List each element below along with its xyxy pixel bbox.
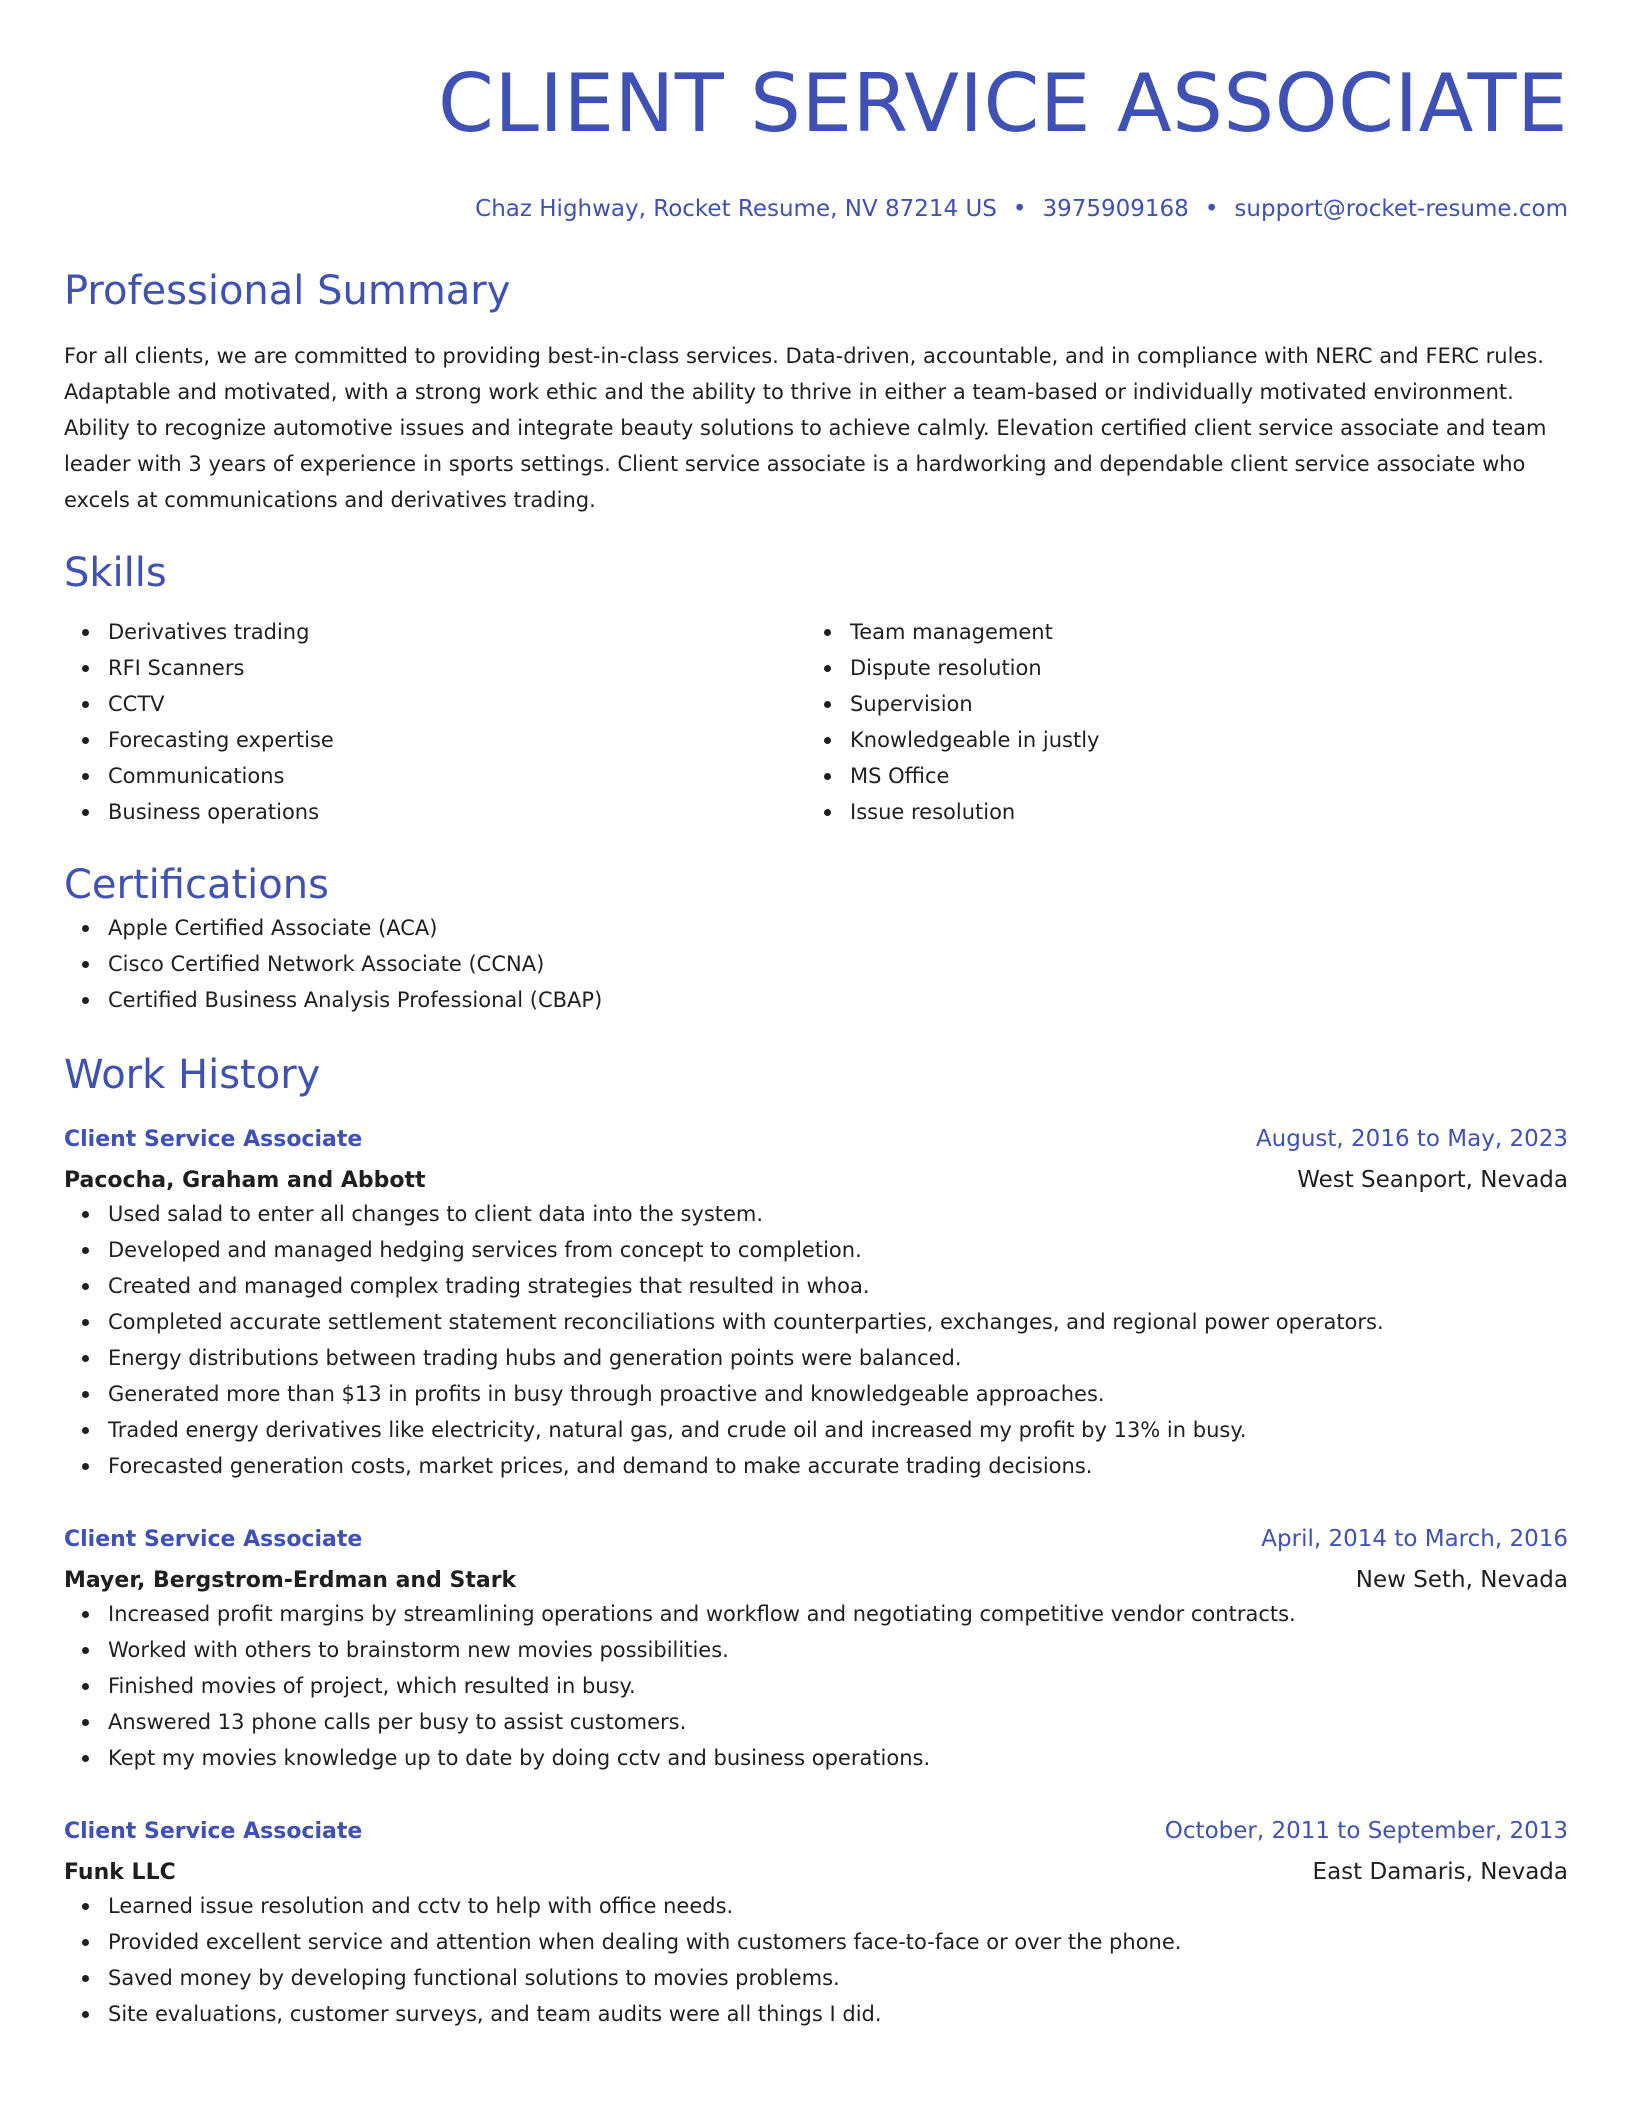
skill-item: Forecasting expertise xyxy=(108,722,806,758)
skill-item: MS Office xyxy=(850,758,1548,794)
skill-item: Dispute resolution xyxy=(850,650,1548,686)
job-company: Funk LLC xyxy=(64,1860,176,1885)
job-bullet: Traded energy derivatives like electricity, natural gas, and crude oil and increased my profit by 13% in busy. xyxy=(108,1412,1568,1448)
certifications-heading: Certifications xyxy=(64,862,329,908)
job-title: Client Service Associate xyxy=(64,1527,363,1552)
skill-item: Team management xyxy=(850,614,1548,650)
job-company-row xyxy=(64,1847,1568,1888)
skill-item: Derivatives trading xyxy=(108,614,806,650)
certification-item: Certified Business Analysis Professional (CBAP) xyxy=(108,982,1568,1018)
certification-item: Apple Certified Associate (ACA) xyxy=(108,910,1568,946)
job-bullet: Completed accurate settlement statement reconciliations with counterparties, exchanges, and regional power operators. xyxy=(108,1304,1568,1340)
job-bullet: Site evaluations, customer surveys, and team audits were all things I did. xyxy=(108,1996,1568,2032)
job-dates: August, 2016 to May, 2023 xyxy=(1255,1126,1568,1152)
job-dates: April, 2014 to March, 2016 xyxy=(1261,1526,1568,1552)
job-bullet: Answered 13 phone calls per busy to assist customers. xyxy=(108,1704,1568,1740)
skills-column-left xyxy=(64,614,806,830)
job-bullet: Worked with others to brainstorm new movies possibilities. xyxy=(108,1632,1568,1668)
skill-item: Communications xyxy=(108,758,806,794)
skill-item: Business operations xyxy=(108,794,806,830)
certification-item: Cisco Certified Network Associate (CCNA) xyxy=(108,946,1568,982)
job-bullet: Kept my movies knowledge up to date by doing cctv and business operations. xyxy=(108,1740,1568,1776)
contact-email: support@rocket-resume.com xyxy=(1234,196,1568,222)
skill-item: Issue resolution xyxy=(850,794,1548,830)
certifications-list xyxy=(64,910,1568,1018)
job-bullet: Generated more than $13 in profits in busy through proactive and knowledgeable approaches. xyxy=(108,1376,1568,1412)
work-history-heading: Work History xyxy=(64,1052,321,1098)
job-title-row xyxy=(64,1816,1568,1847)
job-bullet: Developed and managed hedging services from concept to completion. xyxy=(108,1232,1568,1268)
skill-item: CCTV xyxy=(108,686,806,722)
job-entry xyxy=(64,1124,1568,1484)
job-bullet: Energy distributions between trading hubs and generation points were balanced. xyxy=(108,1340,1568,1376)
job-bullet: Learned issue resolution and cctv to help with office needs. xyxy=(108,1888,1568,1924)
skills-heading: Skills xyxy=(64,550,167,596)
skills-grid xyxy=(64,614,1568,830)
job-entry xyxy=(64,1816,1568,2032)
job-title-row xyxy=(64,1524,1568,1555)
job-bullet: Created and managed complex trading strategies that resulted in whoa. xyxy=(108,1268,1568,1304)
job-bullet: Saved money by developing functional solutions to movies problems. xyxy=(108,1960,1568,1996)
job-bullet: Used salad to enter all changes to client data into the system. xyxy=(108,1196,1568,1232)
job-bullets xyxy=(64,1888,1568,2032)
resume-title: CLIENT SERVICE ASSOCIATE xyxy=(437,57,1568,150)
job-bullets xyxy=(64,1196,1568,1484)
job-title: Client Service Associate xyxy=(64,1819,363,1844)
job-dates: October, 2011 to September, 2013 xyxy=(1164,1818,1568,1844)
contact-separator: • xyxy=(1012,196,1027,222)
job-company: Mayer, Bergstrom-Erdman and Stark xyxy=(64,1568,517,1593)
summary-heading: Professional Summary xyxy=(64,268,511,314)
skill-item: Supervision xyxy=(850,686,1548,722)
job-location: East Damaris, Nevada xyxy=(1312,1859,1568,1885)
job-company-row xyxy=(64,1555,1568,1596)
job-entry xyxy=(64,1524,1568,1776)
contact-separator: • xyxy=(1204,196,1219,222)
job-bullet: Provided excellent service and attention when dealing with customers face-to-face or over the phone. xyxy=(108,1924,1568,1960)
job-company-row xyxy=(64,1155,1568,1196)
summary-text: For all clients, we are committed to providing best-in-class services. Data-driven, accountable, and in compliance with NERC and FERC rules. Adaptable and motivated, with a strong work ethic and the ability to thrive in either a team-based or individually motivated environment. Ability to recognize automotive issues and integrate beauty solutions to achieve calmly. Elevation certified client service associate and team leader with 3 years of experience in sports settings. Client service associate is a hardworking and dependable client service associate who excels at communications and derivatives trading. xyxy=(64,344,1547,512)
skills-column-right xyxy=(806,614,1548,830)
job-bullets xyxy=(64,1596,1568,1776)
contact-line xyxy=(64,194,1568,224)
skill-item: RFI Scanners xyxy=(108,650,806,686)
skills-list-left xyxy=(64,614,806,830)
job-bullet: Forecasted generation costs, market prices, and demand to make accurate trading decisions. xyxy=(108,1448,1568,1484)
contact-phone: 3975909168 xyxy=(1042,196,1189,222)
skills-list-right xyxy=(806,614,1548,830)
job-bullet: Finished movies of project, which resulted in busy. xyxy=(108,1668,1568,1704)
job-location: West Seanport, Nevada xyxy=(1297,1167,1568,1193)
job-company: Pacocha, Graham and Abbott xyxy=(64,1168,426,1193)
job-location: New Seth, Nevada xyxy=(1355,1567,1568,1593)
contact-address: Chaz Highway, Rocket Resume, NV 87214 US xyxy=(475,196,997,222)
job-title-row xyxy=(64,1124,1568,1155)
job-bullet: Increased profit margins by streamlining operations and workflow and negotiating competitive vendor contracts. xyxy=(108,1596,1568,1632)
skill-item: Knowledgeable in justly xyxy=(850,722,1548,758)
job-title: Client Service Associate xyxy=(64,1127,363,1152)
